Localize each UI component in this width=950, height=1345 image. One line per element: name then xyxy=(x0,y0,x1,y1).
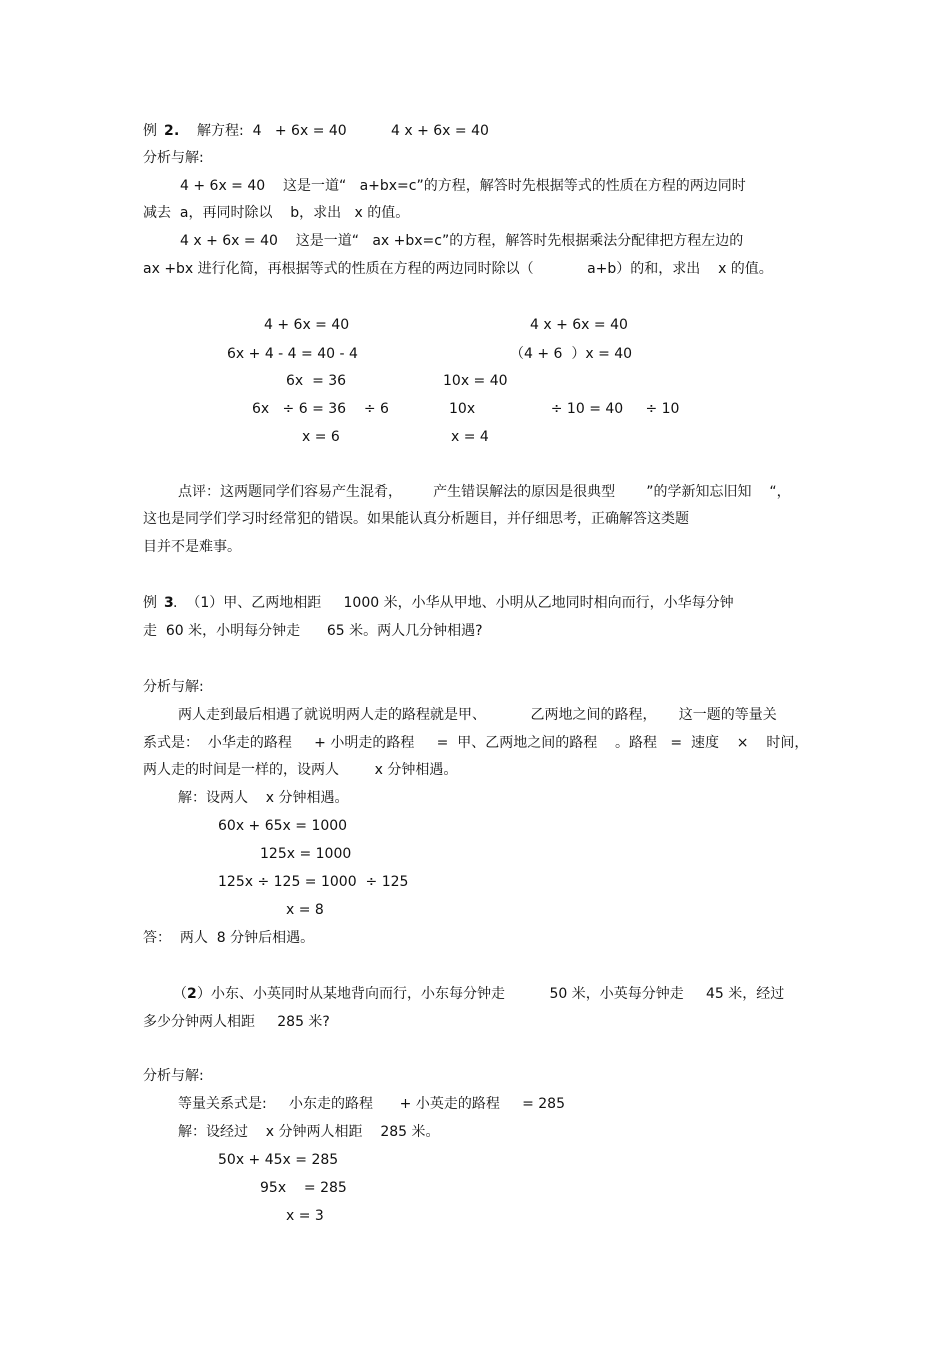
left-step-5: x = 6 xyxy=(302,429,340,445)
ex2-problem: 解方程: 4 + 6x = 40 xyxy=(197,123,347,139)
ex2-paragraph-2b: ax +bx 进行化简，再根据等式的性质在方程的两边同时除以（ a+b）的和，求出 x 的值。 xyxy=(143,261,773,277)
ex2-comment-1: 点评：这两题同学们容易产生混肴， 产生错误解法的原因是很典型 ”的学新知忘旧知 “， xyxy=(178,484,791,500)
right-step-1: 4 x + 6x = 40 xyxy=(530,317,628,333)
ex3-label: 例 xyxy=(143,595,157,611)
ex3-step-4: x = 8 xyxy=(286,902,324,918)
q2-relation: 等量关系式是: 小东走的路程 + 小英走的路程 = 285 xyxy=(178,1096,566,1112)
ex2-paragraph-1a: 4 + 6x = 40 这是一道“ a+bx=c”的方程，解答时先根据等式的性质在方程的两边同时 xyxy=(180,178,746,194)
ex2-dot: . xyxy=(174,123,180,139)
q2-step-2: 95x = 285 xyxy=(260,1180,347,1196)
q2-solution: 解：设经过 x 分钟两人相距 285 米。 xyxy=(178,1124,440,1140)
left-step-4: 6x ÷ 6 = 36 ÷ 6 xyxy=(252,401,389,417)
left-step-2: 6x + 4 - 4 = 40 - 4 xyxy=(227,346,358,362)
ex2-number: 2 xyxy=(164,123,174,139)
q2-open-paren: （ xyxy=(173,986,187,1002)
ex3-step-3: 125x ÷ 125 = 1000 ÷ 125 xyxy=(218,874,409,890)
ex3-analysis-1: 两人走到最后相遇了就说明两人走的路程就是甲、 乙两地之间的路程， 这一题的等量关 xyxy=(178,707,777,723)
right-step-5: x = 4 xyxy=(451,429,489,445)
ex2-comment-3: 目并不是难事。 xyxy=(143,539,241,555)
ex3-answer: 答： 两人 8 分钟后相遇。 xyxy=(143,930,315,946)
ex3-analysis-2: 系式是： 小华走的路程 + 小明走的路程 = 甲、乙两地之间的路程 。路程 = 速度 × 时间， xyxy=(143,735,809,751)
ex3-number: 3 xyxy=(164,595,174,611)
right-step-3: 10x = 40 xyxy=(443,373,508,389)
q2-question-b: 多少分钟两人相距 285 米? xyxy=(143,1014,330,1030)
q2-number: 2 xyxy=(187,986,197,1002)
ex2-paragraph-2a: 4 x + 6x = 40 这是一道“ ax +bx=c”的方程，解答时先根据乘法分配律把方程左边的 xyxy=(180,233,744,249)
ex3-step-1: 60x + 65x = 1000 xyxy=(218,818,348,834)
ex2-analysis-heading: 分析与解: xyxy=(143,150,204,166)
ex3-analysis-3: 两人走的时间是一样的，设两人 x 分钟相遇。 xyxy=(143,762,458,778)
ex2-paragraph-1b: 减去 a，再同时除以 b，求出 x 的值。 xyxy=(143,205,410,221)
right-step-2: （4 + 6 ）x = 40 xyxy=(510,346,633,362)
q2-step-1: 50x + 45x = 285 xyxy=(218,1152,339,1168)
ex3-analysis-heading: 分析与解: xyxy=(143,679,204,695)
q2-analysis-heading: 分析与解: xyxy=(143,1068,204,1084)
q2-question-a: ）小东、小英同时从某地背向而行，小东每分钟走 50 米，小英每分钟走 45 米，经过 xyxy=(197,986,785,1002)
ex2-comment-2: 这也是同学们学习时经常犯的错误。如果能认真分析题目，并仔细思考，正确解答这类题 xyxy=(143,511,689,527)
ex2-label: 例 xyxy=(143,123,157,139)
right-step-4: 10x ÷ 10 = 40 ÷ 10 xyxy=(449,401,680,417)
left-step-1: 4 + 6x = 40 xyxy=(264,317,350,333)
ex2-problem-2: 4 x + 6x = 40 xyxy=(391,123,489,139)
ex3-question-1b: 走 60 米，小明每分钟走 65 米。两人几分钟相遇? xyxy=(143,623,483,639)
q2-step-3: x = 3 xyxy=(286,1208,324,1224)
ex3-step-2: 125x = 1000 xyxy=(260,846,352,862)
left-step-3: 6x = 36 xyxy=(286,373,347,389)
ex3-question-1a: . （1）甲、乙两地相距 1000 米，小华从甲地、小明从乙地同时相向而行，小华每分钟 xyxy=(173,595,734,611)
ex3-solution: 解：设两人 x 分钟相遇。 xyxy=(178,790,349,806)
